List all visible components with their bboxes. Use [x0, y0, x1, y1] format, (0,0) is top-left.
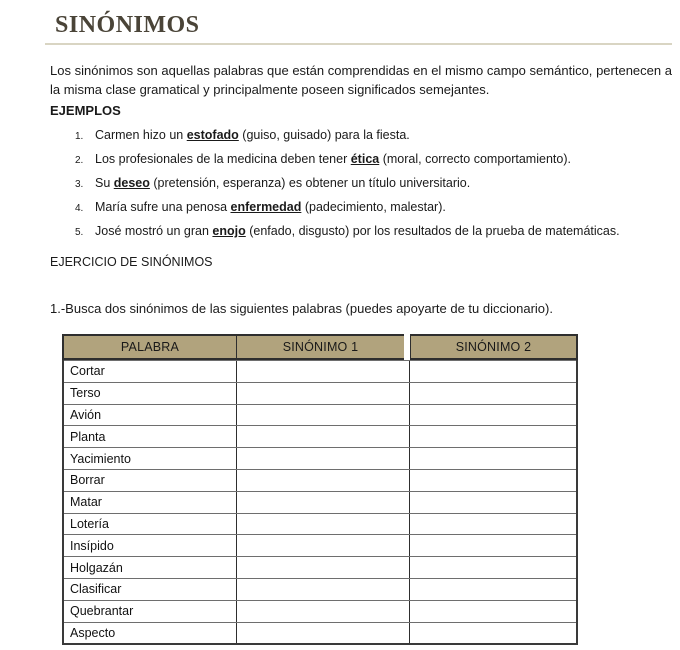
example-keyword: ética: [350, 152, 380, 166]
synonym1-cell: [237, 405, 410, 426]
example-text: Carmen hizo un estofado (guiso, guisado) para la fiesta.: [95, 128, 410, 142]
synonym1-cell: [237, 426, 410, 447]
synonym1-cell: [237, 601, 410, 622]
word-cell: Holgazán: [64, 557, 237, 578]
synonym2-cell: [410, 623, 576, 644]
synonym1-cell: [237, 579, 410, 600]
table-row: [64, 469, 576, 491]
word-cell: Borrar: [64, 470, 237, 491]
word-cell: Lotería: [64, 514, 237, 535]
table-row: [64, 382, 576, 404]
table-row: [64, 556, 576, 578]
table-header-row: [62, 334, 578, 360]
synonym2-cell: [410, 601, 576, 622]
example-text: José mostró un gran enojo (enfado, disgusto) por los resultados de la prueba de matemáticas.: [95, 224, 620, 238]
synonym2-cell: [410, 470, 576, 491]
synonym2-cell: [410, 361, 576, 382]
example-number: 3.: [75, 179, 84, 190]
example-number: 4.: [75, 203, 84, 214]
word-cell: Clasificar: [64, 579, 237, 600]
example-number: 1.: [75, 131, 84, 142]
title-underline-rule: [45, 43, 672, 45]
table-row: [64, 578, 576, 600]
example-keyword: estofado: [186, 128, 239, 142]
synonym1-cell: [237, 514, 410, 535]
synonym1-cell: [237, 623, 410, 644]
table-row: [64, 622, 576, 644]
example-number: 2.: [75, 155, 84, 166]
word-cell: Matar: [64, 492, 237, 513]
synonyms-table: [62, 334, 578, 645]
examples-list: [0, 128, 680, 240]
synonym1-cell: [237, 470, 410, 491]
word-cell: Terso: [64, 383, 237, 404]
table-header-palabra: PALABRA: [62, 334, 237, 360]
synonym1-cell: [237, 448, 410, 469]
word-cell: Aspecto: [64, 623, 237, 644]
example-keyword: enojo: [212, 224, 246, 238]
word-cell: Avión: [64, 405, 237, 426]
table-row: [64, 491, 576, 513]
example-number: 5.: [75, 227, 84, 238]
synonym1-cell: [237, 361, 410, 382]
example-item: [75, 128, 680, 144]
table-row: [64, 447, 576, 469]
table-row: [64, 600, 576, 622]
synonym2-cell: [410, 405, 576, 426]
page-title: SINÓNIMOS: [55, 12, 200, 38]
example-keyword: enfermedad: [230, 200, 302, 214]
example-text: Su deseo (pretensión, esperanza) es obtener un título universitario.: [95, 176, 471, 190]
synonym2-cell: [410, 579, 576, 600]
table-row: [64, 360, 576, 382]
example-item: [75, 224, 680, 240]
table-header-sinonimo-2: SINÓNIMO 2: [410, 334, 578, 360]
word-cell: Quebrantar: [64, 601, 237, 622]
table-row: [64, 425, 576, 447]
example-item: [75, 152, 680, 168]
synonym2-cell: [410, 535, 576, 556]
exercise-instruction: 1.-Busca dos sinónimos de las siguientes palabras (puedes apoyarte de tu diccionario).: [50, 301, 553, 316]
example-text: Los profesionales de la medicina deben tener ética (moral, correcto comportamiento).: [95, 152, 571, 166]
synonym1-cell: [237, 557, 410, 578]
synonym2-cell: [410, 448, 576, 469]
synonym1-cell: [237, 383, 410, 404]
intro-paragraph: Los sinónimos son aquellas palabras que están comprendidas en el mismo campo semántico, pertenecen a la misma clase gramatical y principalmente poseen significados semejantes.: [50, 63, 672, 97]
synonym1-cell: [237, 492, 410, 513]
example-item: [75, 176, 680, 192]
example-keyword: deseo: [113, 176, 150, 190]
word-cell: Planta: [64, 426, 237, 447]
examples-heading: EJEMPLOS: [50, 103, 121, 118]
synonym2-cell: [410, 383, 576, 404]
word-cell: Insípido: [64, 535, 237, 556]
word-cell: Cortar: [64, 361, 237, 382]
example-text: María sufre una penosa enfermedad (padecimiento, malestar).: [95, 200, 446, 214]
table-row: [64, 404, 576, 426]
example-item: [75, 200, 680, 216]
synonym2-cell: [410, 514, 576, 535]
exercise-heading: EJERCICIO DE SINÓNIMOS: [50, 255, 213, 269]
table-row: [64, 513, 576, 535]
synonym2-cell: [410, 492, 576, 513]
synonym2-cell: [410, 557, 576, 578]
word-cell: Yacimiento: [64, 448, 237, 469]
synonym2-cell: [410, 426, 576, 447]
synonym1-cell: [237, 535, 410, 556]
table-row: [64, 534, 576, 556]
table-body: [62, 360, 578, 645]
table-header-sinonimo-1: SINÓNIMO 1: [237, 334, 404, 360]
